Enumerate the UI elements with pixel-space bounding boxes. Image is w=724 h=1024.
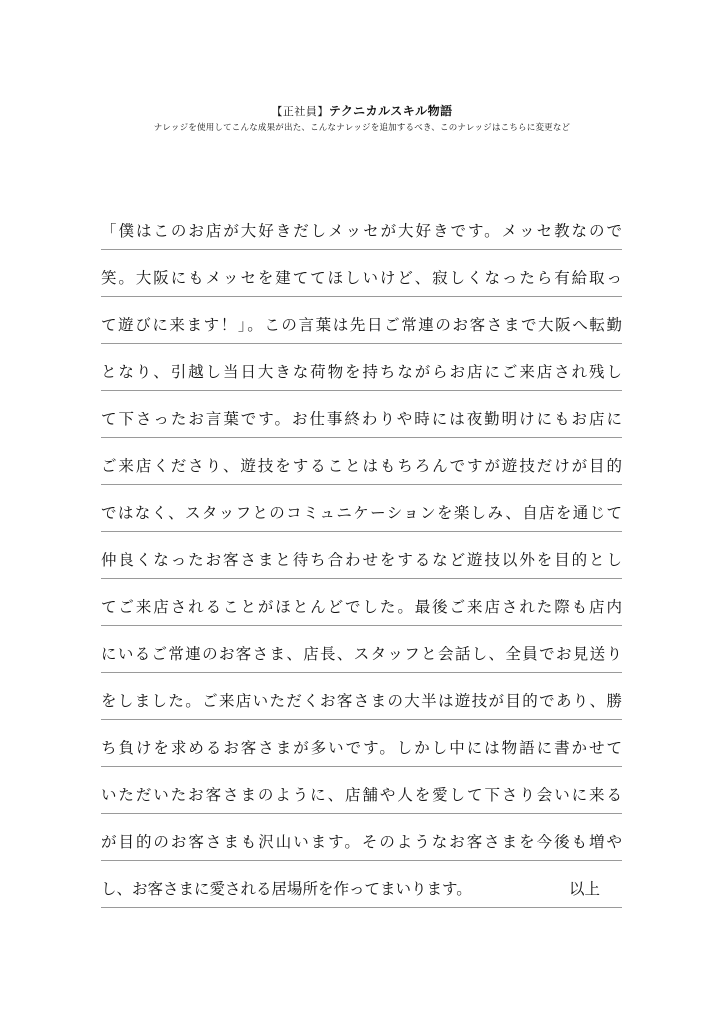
title-tag: 【正社員】 <box>271 105 329 118</box>
line-text: いただいたお客さまのように、店舗や人を愛して下さり会いに来る <box>101 786 622 804</box>
title-text: テクニカルスキル物語 <box>328 104 453 118</box>
line-text: となり、引越し当日大きな荷物を持ちながらお店にご来店され残し <box>101 363 622 381</box>
document-subtitle: ナレッジを使用してこんな成果が出た、こんなナレッジを追加するべき、このナレッジはこちらに変更など <box>153 123 571 133</box>
document-header <box>0 103 724 134</box>
line-text: をしました。ご来店いただくお客さまの大半は遊技が目的であり、勝 <box>101 692 622 710</box>
ruled-text-area <box>101 203 622 908</box>
line-text: 「僕はこのお店が大好きだしメッセが大好きです。メッセ教なので <box>101 222 622 240</box>
ruled-line <box>101 861 622 908</box>
ruled-line <box>101 250 622 297</box>
ruled-line <box>101 767 622 814</box>
line-text: ではなく、スタッフとのコミュニケーションを楽しみ、自店を通じて <box>101 504 622 522</box>
line-text: が目的のお客さまも沢山います。そのようなお客さまを今後も増や <box>101 833 622 851</box>
ruled-line <box>101 297 622 344</box>
ruled-line <box>101 391 622 438</box>
line-text: ご来店くださり、遊技をすることはもちろんですが遊技だけが目的 <box>101 457 622 475</box>
line-text: て下さったお言葉です。お仕事終わりや時には夜勤明けにもお店に <box>101 410 622 428</box>
line-text: ち負けを求めるお客さまが多いです。しかし中には物語に書かせて <box>101 739 622 757</box>
line-text: にいるご常連のお客さま、店長、スタッフと会話し、全員でお見送り <box>101 645 622 663</box>
ruled-line <box>101 485 622 532</box>
line-text: 仲良くなったお客さまと待ち合わせをするなど遊技以外を目的とし <box>101 551 622 569</box>
ruled-line <box>101 814 622 861</box>
ruled-line <box>101 344 622 391</box>
ruled-line <box>101 673 622 720</box>
ruled-line <box>101 579 622 626</box>
ruled-line <box>101 438 622 485</box>
line-text: し、お客さまに愛される居場所を作ってまいります。 <box>101 880 472 898</box>
ruled-line <box>101 532 622 579</box>
ruled-line <box>101 720 622 767</box>
line-text: てご来店されることがほとんどでした。最後ご来店された際も店内 <box>101 598 622 616</box>
line-text: 笑。大阪にもメッセを建ててほしいけど、寂しくなったら有給取っ <box>101 269 622 287</box>
closing-remark: 以上 <box>568 880 600 898</box>
document-title <box>0 103 724 120</box>
ruled-line <box>101 626 622 673</box>
line-text: て遊びに来ます！」。この言葉は先日ご常連のお客さまで大阪へ転勤 <box>101 316 622 334</box>
ruled-line <box>101 203 622 250</box>
